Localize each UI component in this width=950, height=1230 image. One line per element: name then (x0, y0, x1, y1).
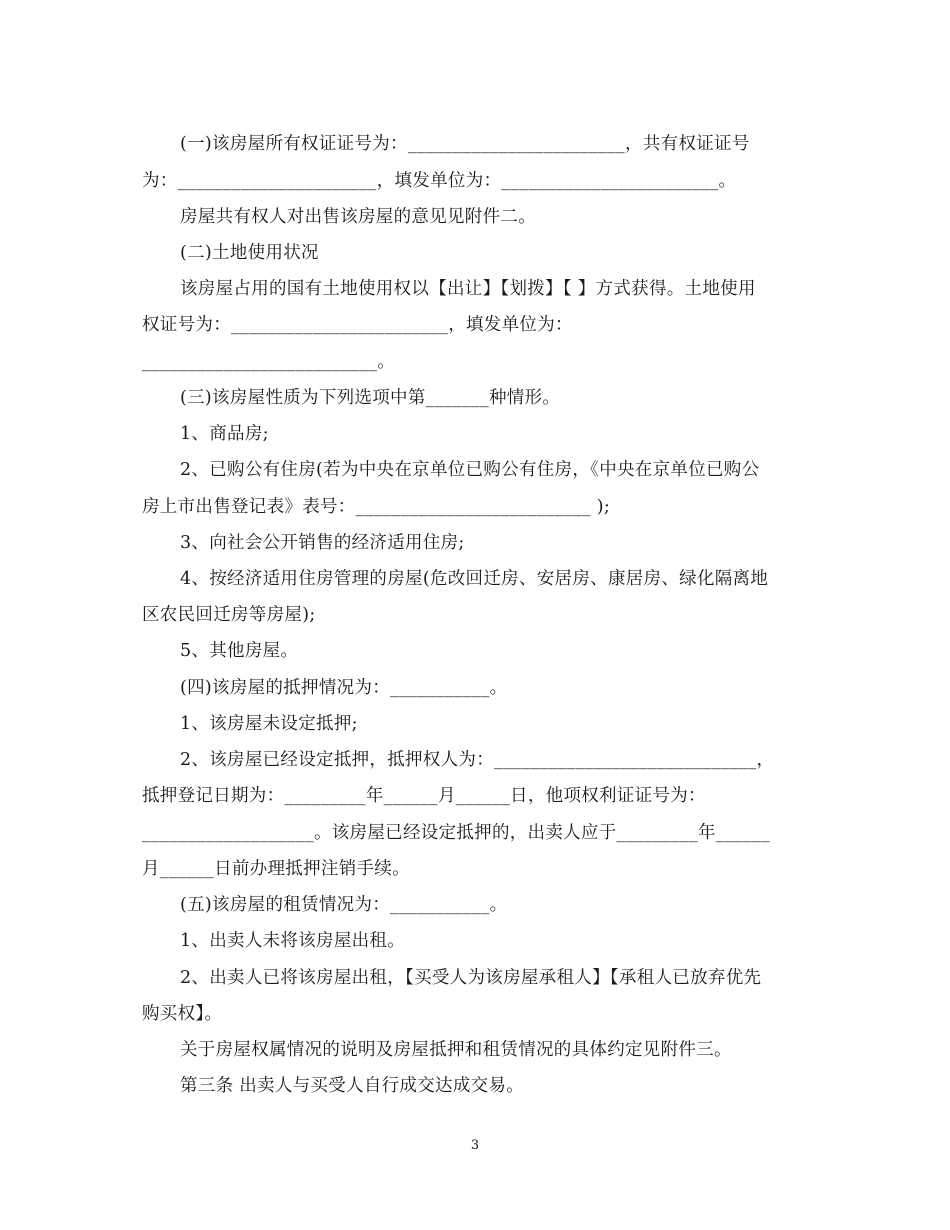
page-number: 3 (470, 1138, 480, 1153)
text-line: 1、商品房; (180, 424, 269, 444)
text-line: __________________________。 (142, 352, 396, 372)
text-line: 房屋共有权人对出售该房屋的意见见附件二。 (180, 207, 536, 227)
text-line: (一)该房屋所有权证证号为：________________________，共有权证证号 (180, 134, 750, 154)
text-line: 2、该房屋已经设定抵押，抵押权人为：_____________________________， (180, 750, 775, 770)
text-line: 权证号为：________________________，填发单位为： (142, 315, 573, 335)
text-line: 3、向社会公开销售的经济适用住房; (180, 533, 465, 553)
text-line: 区农民回迁房等房屋); (142, 605, 316, 625)
text-line: 1、出卖人未将该房屋出租。 (180, 931, 406, 951)
text-line: 抵押登记日期为：_________年______月______日，他项权利证证号为： (142, 786, 706, 806)
text-line: 购买权】。 (142, 1004, 223, 1024)
text-line: 该房屋占用的国有土地使用权以【出让】【划拨】【 】方式获得。土地使用 (180, 279, 756, 299)
text-line: 房上市出售登记表》表号：__________________________ ); (142, 497, 611, 517)
text-line: 5、其他房屋。 (180, 641, 299, 661)
text-line: 1、该房屋未设定抵押; (180, 714, 358, 734)
text-line: 2、已购公有住房(若为中央在京单位已购公有住房，《中央在京单位已购公 (180, 460, 760, 480)
text-line: 为：______________________，填发单位为：________________________。 (142, 171, 737, 191)
text-line: 第三条 出卖人与买受人自行成交达成交易。 (180, 1076, 525, 1096)
text-line: (四)该房屋的抵押情况为：___________。 (180, 678, 508, 698)
text-line: (二)土地使用状况 (180, 243, 319, 263)
text-line: ___________________。该房屋已经设定抵押的，出卖人应于_________年______ (142, 823, 771, 843)
text-line: (五)该房屋的租赁情况为：___________。 (180, 895, 508, 915)
text-line: 月______日前办理抵押注销手续。 (142, 859, 410, 879)
text-line: 关于房屋权属情况的说明及房屋抵押和租赁情况的具体约定见附件三。 (180, 1040, 732, 1060)
text-line: 4、按经济适用住房管理的房屋(危改回迁房、安居房、康居房、绿化隔离地 (180, 569, 769, 589)
text-line: (三)该房屋性质为下列选项中第_______种情形。 (180, 388, 561, 408)
text-line: 2、出卖人已将该房屋出租，【买受人为该房屋承租人】【承租人已放弃优先 (180, 968, 762, 988)
